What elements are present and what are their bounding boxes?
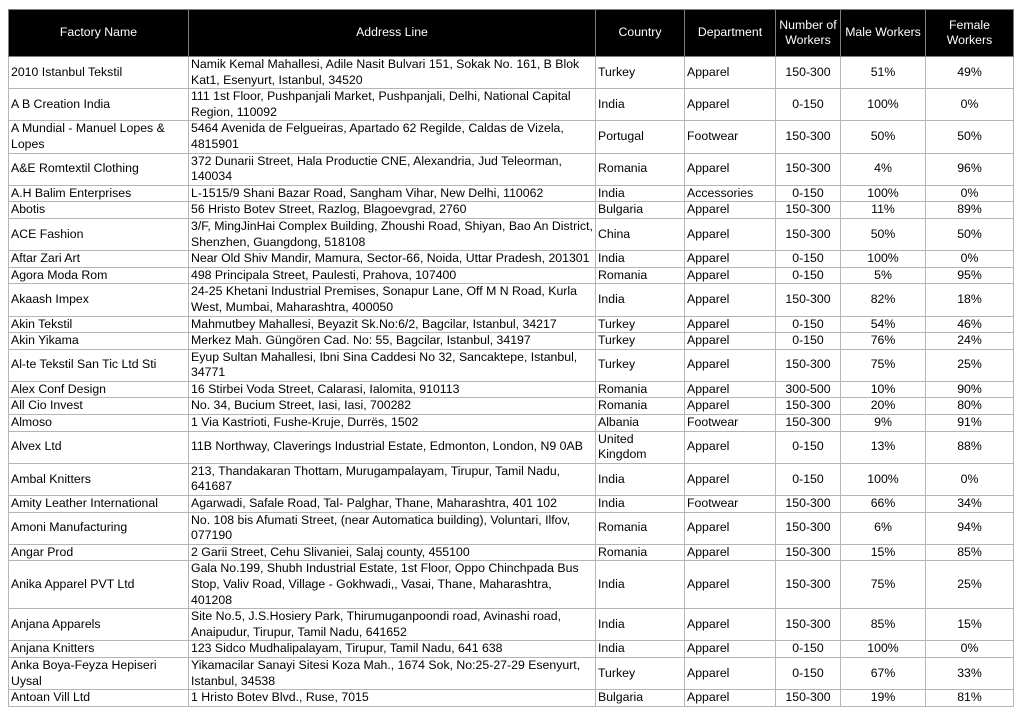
table-row[interactable] (9, 609, 1014, 641)
address-cell[interactable]: Site No.5, J.S.Hosiery Park, Thirumuganpoondi road, Avinashi road, Anaipudur, Tirupur, Tamil Nadu, 641652 (189, 609, 596, 641)
table-row[interactable] (9, 89, 1014, 121)
country-cell[interactable]: India (596, 641, 685, 658)
address-cell[interactable]: 2 Garii Street, Cehu Slivaniei, Salaj county, 455100 (189, 544, 596, 561)
table-row[interactable] (9, 284, 1014, 316)
factory-name-cell[interactable]: Amoni Manufacturing (9, 512, 189, 544)
workers-count-cell[interactable]: 0-150 (776, 657, 841, 689)
workers-count-cell[interactable]: 0-150 (776, 267, 841, 284)
department-cell[interactable]: Footwear (685, 121, 776, 153)
table-row[interactable] (9, 349, 1014, 381)
col-header-male-workers[interactable]: Male Workers (841, 10, 926, 57)
female-workers-cell[interactable]: 24% (926, 333, 1014, 350)
country-cell[interactable]: Romania (596, 267, 685, 284)
table-row[interactable] (9, 561, 1014, 609)
table-row[interactable] (9, 381, 1014, 398)
workers-count-cell[interactable]: 150-300 (776, 349, 841, 381)
factory-name-cell[interactable]: 2010 Istanbul Tekstil (9, 57, 189, 89)
country-cell[interactable]: Romania (596, 544, 685, 561)
country-cell[interactable]: Romania (596, 512, 685, 544)
workers-count-cell[interactable]: 150-300 (776, 690, 841, 707)
factory-name-cell[interactable]: Anika Apparel PVT Ltd (9, 561, 189, 609)
female-workers-cell[interactable]: 88% (926, 431, 1014, 463)
address-cell[interactable]: Near Old Shiv Mandir, Mamura, Sector-66, Noida, Uttar Pradesh, 201301 (189, 251, 596, 268)
male-workers-cell[interactable]: 100% (841, 89, 926, 121)
factory-name-cell[interactable]: Agora Moda Rom (9, 267, 189, 284)
male-workers-cell[interactable]: 50% (841, 218, 926, 250)
female-workers-cell[interactable]: 49% (926, 57, 1014, 89)
female-workers-cell[interactable]: 0% (926, 185, 1014, 202)
address-cell[interactable]: Namik Kemal Mahallesi, Adile Nasit Bulvari 151, Sokak No. 161, B Blok Kat1, Esenyurt, Istanbul, 34520 (189, 57, 596, 89)
factory-name-cell[interactable]: Anka Boya-Feyza Hepiseri Uysal (9, 657, 189, 689)
male-workers-cell[interactable]: 100% (841, 185, 926, 202)
department-cell[interactable]: Apparel (685, 609, 776, 641)
address-cell[interactable]: 56 Hristo Botev Street, Razlog, Blagoevgrad, 2760 (189, 202, 596, 219)
department-cell[interactable]: Footwear (685, 496, 776, 513)
workers-count-cell[interactable]: 150-300 (776, 398, 841, 415)
factory-name-cell[interactable]: Akaash Impex (9, 284, 189, 316)
col-header-address-line[interactable]: Address Line (189, 10, 596, 57)
department-cell[interactable]: Apparel (685, 512, 776, 544)
male-workers-cell[interactable]: 66% (841, 496, 926, 513)
workers-count-cell[interactable]: 0-150 (776, 333, 841, 350)
workers-count-cell[interactable]: 150-300 (776, 218, 841, 250)
workers-count-cell[interactable]: 150-300 (776, 512, 841, 544)
department-cell[interactable]: Apparel (685, 641, 776, 658)
male-workers-cell[interactable]: 85% (841, 609, 926, 641)
country-cell[interactable]: Turkey (596, 57, 685, 89)
male-workers-cell[interactable]: 100% (841, 641, 926, 658)
factory-name-cell[interactable]: Almoso (9, 415, 189, 432)
factory-name-cell[interactable]: Anjana Apparels (9, 609, 189, 641)
address-cell[interactable]: 3/F, MingJinHai Complex Building, Zhoushi Road, Shiyan, Bao An District, Shenzhen, Guangdong, 518108 (189, 218, 596, 250)
department-cell[interactable]: Apparel (685, 544, 776, 561)
table-row[interactable] (9, 218, 1014, 250)
department-cell[interactable]: Apparel (685, 267, 776, 284)
factory-name-cell[interactable]: Angar Prod (9, 544, 189, 561)
country-cell[interactable]: Turkey (596, 316, 685, 333)
department-cell[interactable]: Apparel (685, 284, 776, 316)
female-workers-cell[interactable]: 90% (926, 381, 1014, 398)
factory-name-cell[interactable]: Akin Tekstil (9, 316, 189, 333)
address-cell[interactable]: Mahmutbey Mahallesi, Beyazit Sk.No:6/2, Bagcilar, Istanbul, 34217 (189, 316, 596, 333)
male-workers-cell[interactable]: 100% (841, 463, 926, 495)
country-cell[interactable]: China (596, 218, 685, 250)
table-row[interactable] (9, 153, 1014, 185)
factory-name-cell[interactable]: A Mundial - Manuel Lopes & Lopes (9, 121, 189, 153)
address-cell[interactable]: No. 34, Bucium Street, Iasi, Iasi, 700282 (189, 398, 596, 415)
address-cell[interactable]: L-1515/9 Shani Bazar Road, Sangham Vihar, New Delhi, 110062 (189, 185, 596, 202)
male-workers-cell[interactable]: 13% (841, 431, 926, 463)
country-cell[interactable]: India (596, 284, 685, 316)
male-workers-cell[interactable]: 100% (841, 251, 926, 268)
factory-name-cell[interactable]: Antoan Vill Ltd (9, 690, 189, 707)
female-workers-cell[interactable]: 15% (926, 609, 1014, 641)
department-cell[interactable]: Apparel (685, 202, 776, 219)
header-row (9, 10, 1014, 57)
country-cell[interactable]: India (596, 463, 685, 495)
female-workers-cell[interactable]: 94% (926, 512, 1014, 544)
address-cell[interactable]: Yikamacilar Sanayi Sitesi Koza Mah., 1674 Sok, No:25-27-29 Esenyurt, Istanbul, 34538 (189, 657, 596, 689)
country-cell[interactable]: India (596, 496, 685, 513)
male-workers-cell[interactable]: 19% (841, 690, 926, 707)
female-workers-cell[interactable]: 50% (926, 121, 1014, 153)
male-workers-cell[interactable]: 4% (841, 153, 926, 185)
country-cell[interactable]: Albania (596, 415, 685, 432)
table-row[interactable] (9, 202, 1014, 219)
address-cell[interactable]: No. 108 bis Afumati Street, (near Automatica building), Voluntari, Ilfov, 077190 (189, 512, 596, 544)
country-cell[interactable]: Turkey (596, 333, 685, 350)
address-cell[interactable]: Merkez Mah. Güngören Cad. No: 55, Bagcilar, Istanbul, 34197 (189, 333, 596, 350)
female-workers-cell[interactable]: 25% (926, 349, 1014, 381)
department-cell[interactable]: Apparel (685, 349, 776, 381)
col-header-number-of-workers[interactable]: Number of Workers (776, 10, 841, 57)
department-cell[interactable]: Accessories (685, 185, 776, 202)
department-cell[interactable]: Apparel (685, 57, 776, 89)
country-cell[interactable]: India (596, 89, 685, 121)
female-workers-cell[interactable]: 80% (926, 398, 1014, 415)
address-cell[interactable]: 1 Via Kastrioti, Fushe-Kruje, Durrës, 1502 (189, 415, 596, 432)
factory-name-cell[interactable]: Anjana Knitters (9, 641, 189, 658)
address-cell[interactable]: 5464 Avenida de Felgueiras, Apartado 62 Regilde, Caldas de Vizela, 4815901 (189, 121, 596, 153)
address-cell[interactable]: 498 Principala Street, Paulesti, Prahova, 107400 (189, 267, 596, 284)
department-cell[interactable]: Apparel (685, 251, 776, 268)
address-cell[interactable]: 16 Stirbei Voda Street, Calarasi, Ialomita, 910113 (189, 381, 596, 398)
address-cell[interactable]: 111 1st Floor, Pushpanjali Market, Pushpanjali, Delhi, National Capital Region, 110092 (189, 89, 596, 121)
table-row[interactable] (9, 431, 1014, 463)
male-workers-cell[interactable]: 11% (841, 202, 926, 219)
female-workers-cell[interactable]: 0% (926, 251, 1014, 268)
workers-count-cell[interactable]: 150-300 (776, 609, 841, 641)
table-row[interactable] (9, 690, 1014, 707)
table-row[interactable] (9, 251, 1014, 268)
female-workers-cell[interactable]: 0% (926, 463, 1014, 495)
department-cell[interactable]: Apparel (685, 153, 776, 185)
address-cell[interactable]: 24-25 Khetani Industrial Premises, Sonapur Lane, Off M N Road, Kurla West, Mumbai, Maharashtra, 400050 (189, 284, 596, 316)
workers-count-cell[interactable]: 0-150 (776, 89, 841, 121)
department-cell[interactable]: Apparel (685, 381, 776, 398)
workers-count-cell[interactable]: 0-150 (776, 316, 841, 333)
table-row[interactable] (9, 267, 1014, 284)
table-row[interactable] (9, 496, 1014, 513)
table-row[interactable] (9, 57, 1014, 89)
country-cell[interactable]: Romania (596, 153, 685, 185)
male-workers-cell[interactable]: 76% (841, 333, 926, 350)
address-cell[interactable]: Gala No.199, Shubh Industrial Estate, 1st Floor, Oppo Chinchpada Bus Stop, Valiv Road, Village - Gokhwadi,, Vasai, Thane, Maharashtra, 401208 (189, 561, 596, 609)
male-workers-cell[interactable]: 10% (841, 381, 926, 398)
country-cell[interactable]: India (596, 609, 685, 641)
country-cell[interactable]: Bulgaria (596, 202, 685, 219)
table-row[interactable] (9, 657, 1014, 689)
workers-count-cell[interactable]: 0-150 (776, 463, 841, 495)
female-workers-cell[interactable]: 34% (926, 496, 1014, 513)
male-workers-cell[interactable]: 6% (841, 512, 926, 544)
male-workers-cell[interactable]: 75% (841, 561, 926, 609)
male-workers-cell[interactable]: 75% (841, 349, 926, 381)
department-cell[interactable]: Apparel (685, 657, 776, 689)
female-workers-cell[interactable]: 50% (926, 218, 1014, 250)
male-workers-cell[interactable]: 15% (841, 544, 926, 561)
table-row[interactable] (9, 333, 1014, 350)
female-workers-cell[interactable]: 91% (926, 415, 1014, 432)
table-row[interactable] (9, 121, 1014, 153)
male-workers-cell[interactable]: 5% (841, 267, 926, 284)
workers-count-cell[interactable]: 150-300 (776, 561, 841, 609)
male-workers-cell[interactable]: 50% (841, 121, 926, 153)
table-row[interactable] (9, 463, 1014, 495)
factory-table (8, 9, 1014, 707)
address-cell[interactable]: Eyup Sultan Mahallesi, Ibni Sina Caddesi No 32, Sancaktepe, Istanbul, 34771 (189, 349, 596, 381)
factory-name-cell[interactable]: Aftar Zari Art (9, 251, 189, 268)
female-workers-cell[interactable]: 25% (926, 561, 1014, 609)
female-workers-cell[interactable]: 95% (926, 267, 1014, 284)
workers-count-cell[interactable]: 150-300 (776, 202, 841, 219)
female-workers-cell[interactable]: 18% (926, 284, 1014, 316)
workers-count-cell[interactable]: 300-500 (776, 381, 841, 398)
department-cell[interactable]: Apparel (685, 463, 776, 495)
female-workers-cell[interactable]: 46% (926, 316, 1014, 333)
factory-name-cell[interactable]: A&E Romtextil Clothing (9, 153, 189, 185)
male-workers-cell[interactable]: 51% (841, 57, 926, 89)
female-workers-cell[interactable]: 0% (926, 89, 1014, 121)
male-workers-cell[interactable]: 82% (841, 284, 926, 316)
table-row[interactable] (9, 185, 1014, 202)
factory-name-cell[interactable]: A B Creation India (9, 89, 189, 121)
col-header-country[interactable]: Country (596, 10, 685, 57)
country-cell[interactable]: Portugal (596, 121, 685, 153)
workers-count-cell[interactable]: 150-300 (776, 415, 841, 432)
factory-name-cell[interactable]: Amity Leather International (9, 496, 189, 513)
female-workers-cell[interactable]: 81% (926, 690, 1014, 707)
workers-count-cell[interactable]: 150-300 (776, 496, 841, 513)
address-cell[interactable]: 123 Sidco Mudhalipalayam, Tirupur, Tamil Nadu, 641 638 (189, 641, 596, 658)
factory-name-cell[interactable]: Alex Conf Design (9, 381, 189, 398)
factory-name-cell[interactable]: Ambal Knitters (9, 463, 189, 495)
female-workers-cell[interactable]: 96% (926, 153, 1014, 185)
workers-count-cell[interactable]: 150-300 (776, 121, 841, 153)
female-workers-cell[interactable]: 85% (926, 544, 1014, 561)
workers-count-cell[interactable]: 150-300 (776, 153, 841, 185)
workers-count-cell[interactable]: 150-300 (776, 57, 841, 89)
female-workers-cell[interactable]: 33% (926, 657, 1014, 689)
department-cell[interactable]: Apparel (685, 398, 776, 415)
department-cell[interactable]: Apparel (685, 333, 776, 350)
male-workers-cell[interactable]: 20% (841, 398, 926, 415)
col-header-factory-name[interactable]: Factory Name (9, 10, 189, 57)
country-cell[interactable]: Bulgaria (596, 690, 685, 707)
department-cell[interactable]: Apparel (685, 316, 776, 333)
address-cell[interactable]: Agarwadi, Safale Road, Tal- Palghar, Thane, Maharashtra, 401 102 (189, 496, 596, 513)
factory-name-cell[interactable]: All Cio Invest (9, 398, 189, 415)
country-cell[interactable]: Romania (596, 381, 685, 398)
factory-name-cell[interactable]: ACE Fashion (9, 218, 189, 250)
country-cell[interactable]: Romania (596, 398, 685, 415)
department-cell[interactable]: Apparel (685, 690, 776, 707)
address-cell[interactable]: 1 Hristo Botev Blvd., Ruse, 7015 (189, 690, 596, 707)
department-cell[interactable]: Apparel (685, 89, 776, 121)
workers-count-cell[interactable]: 0-150 (776, 185, 841, 202)
workers-count-cell[interactable]: 150-300 (776, 544, 841, 561)
address-cell[interactable]: 11B Northway, Claverings Industrial Estate, Edmonton, London, N9 0AB (189, 431, 596, 463)
table-row[interactable] (9, 544, 1014, 561)
workers-count-cell[interactable]: 0-150 (776, 641, 841, 658)
male-workers-cell[interactable]: 67% (841, 657, 926, 689)
table-row[interactable] (9, 316, 1014, 333)
table-row[interactable] (9, 415, 1014, 432)
female-workers-cell[interactable]: 0% (926, 641, 1014, 658)
factory-name-cell[interactable]: Akin Yikama (9, 333, 189, 350)
address-cell[interactable]: 372 Dunarii Street, Hala Productie CNE, Alexandria, Jud Teleorman, 140034 (189, 153, 596, 185)
factory-name-cell[interactable]: Alvex Ltd (9, 431, 189, 463)
factory-name-cell[interactable]: A.H Balim Enterprises (9, 185, 189, 202)
department-cell[interactable]: Apparel (685, 431, 776, 463)
table-row[interactable] (9, 641, 1014, 658)
female-workers-cell[interactable]: 89% (926, 202, 1014, 219)
country-cell[interactable]: Turkey (596, 349, 685, 381)
address-cell[interactable]: 213, Thandakaran Thottam, Murugampalayam, Tirupur, Tamil Nadu, 641687 (189, 463, 596, 495)
male-workers-cell[interactable]: 54% (841, 316, 926, 333)
table-row[interactable] (9, 398, 1014, 415)
workers-count-cell[interactable]: 150-300 (776, 284, 841, 316)
col-header-department[interactable]: Department (685, 10, 776, 57)
male-workers-cell[interactable]: 9% (841, 415, 926, 432)
country-cell[interactable]: Turkey (596, 657, 685, 689)
factory-name-cell[interactable]: Al-te Tekstil San Tic Ltd Sti (9, 349, 189, 381)
department-cell[interactable]: Footwear (685, 415, 776, 432)
department-cell[interactable]: Apparel (685, 561, 776, 609)
country-cell[interactable]: India (596, 561, 685, 609)
workers-count-cell[interactable]: 0-150 (776, 431, 841, 463)
country-cell[interactable]: United Kingdom (596, 431, 685, 463)
col-header-female-workers[interactable]: Female Workers (926, 10, 1014, 57)
workers-count-cell[interactable]: 0-150 (776, 251, 841, 268)
country-cell[interactable]: India (596, 185, 685, 202)
factory-name-cell[interactable]: Abotis (9, 202, 189, 219)
department-cell[interactable]: Apparel (685, 218, 776, 250)
country-cell[interactable]: India (596, 251, 685, 268)
table-row[interactable] (9, 512, 1014, 544)
